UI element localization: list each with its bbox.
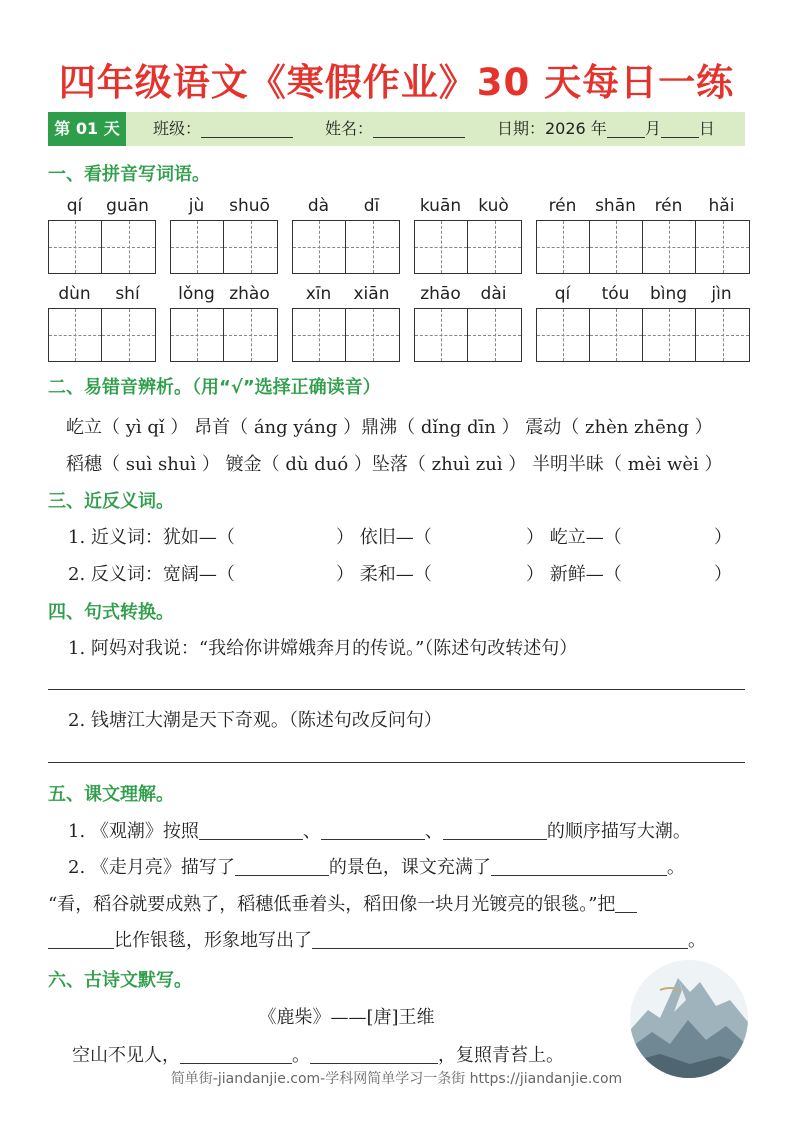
footer-watermark: 简单街-jiandanjie.com-学科网简单学习一条街 https://jiandanjie.com [170, 1071, 623, 1087]
q1-blank-1[interactable] [199, 820, 303, 840]
q2-mid: 的景色，课文充满了 [328, 857, 491, 878]
poem-blank-1[interactable] [180, 1044, 292, 1064]
writing-boxes [170, 220, 278, 274]
pinyin-syllable: shí [115, 284, 140, 304]
section-4-heading: 四、句式转换。 [48, 602, 174, 623]
writing-boxes [414, 308, 522, 362]
month-blank[interactable] [607, 116, 645, 138]
word-group [292, 280, 400, 362]
day-badge: 第 01 天 [48, 112, 126, 146]
pinyin-labels [48, 192, 156, 216]
section-3-heading: 三、近反义词。 [48, 491, 174, 512]
writing-cell[interactable] [643, 221, 696, 273]
word-group [414, 280, 522, 362]
word-group [170, 280, 278, 362]
pinyin-syllable: bìng [649, 284, 688, 304]
writing-cell[interactable] [643, 309, 696, 361]
poem-title: 《鹿柴》——[唐]王维 [258, 1007, 435, 1028]
synonym-part-1: 1. 近义词：犹如—（ [68, 527, 235, 548]
antonym-part-1: 2. 反义词：宽阔—（ [68, 564, 235, 585]
pinyin-syllable: kuān [419, 196, 462, 216]
day-blank[interactable] [661, 116, 699, 138]
q2-end: 。 [666, 857, 685, 878]
pinyin-syllable: jìn [711, 284, 732, 304]
answer-line-2[interactable] [48, 762, 745, 763]
writing-cell[interactable] [293, 221, 346, 273]
q1-sep-2: 、 [424, 821, 443, 842]
q2-text: 2. 《走月亮》描写了 [68, 857, 235, 878]
month-label: 月 [644, 119, 661, 138]
section-1-heading: 一、看拼音写词语。 [48, 164, 210, 185]
q1-end: 的顺序描写大潮。 [546, 821, 691, 842]
poem-line-end: ，复照青苔上。 [438, 1045, 564, 1066]
synonym-part-4: ） [714, 527, 732, 548]
word-group [536, 280, 750, 362]
q3-blank-1a[interactable] [615, 893, 637, 913]
section-5-heading: 五、课文理解。 [48, 784, 174, 805]
q2-blank-2[interactable] [491, 856, 667, 876]
pinyin-syllable: tóu [601, 284, 630, 304]
word-group [536, 192, 750, 274]
writing-cell[interactable] [537, 221, 590, 273]
pinyin-labels [48, 280, 156, 304]
pinyin-syllable: dài [480, 284, 507, 304]
comprehension-q3-line-1 [48, 890, 637, 916]
section-2-heading: 二、易错音辨析。（用“√”选择正确读音） [48, 377, 381, 398]
writing-cell[interactable] [590, 221, 643, 273]
synonym-part-3: ） 屹立—（ [526, 527, 622, 548]
antonym-part-2: ） 柔和—（ [336, 564, 432, 585]
pinyin-syllable: dà [307, 196, 330, 216]
pinyin-labels [536, 192, 750, 216]
writing-boxes [292, 220, 400, 274]
antonym-part-4: ） [714, 564, 732, 585]
pinyin-syllable: lǒng [178, 284, 215, 304]
class-blank[interactable] [201, 116, 293, 138]
poem-line-start: 空山不见人， [72, 1045, 180, 1066]
writing-cell[interactable] [171, 221, 224, 273]
pronunciation-line-1[interactable]: 屹立（ yì qǐ ） 昂首（ áng yáng ）鼎沸（ dǐng dīn ） 震动（ zhèn zhēng ） [66, 417, 713, 438]
writing-cell[interactable] [102, 221, 155, 273]
name-blank[interactable] [373, 116, 465, 138]
pinyin-syllable: hǎi [708, 196, 735, 216]
poem-line [72, 1041, 564, 1067]
section-6-heading: 六、古诗文默写。 [48, 970, 192, 991]
pinyin-syllable: jù [188, 196, 205, 216]
date-field [497, 112, 715, 146]
pinyin-syllable: zhào [229, 284, 270, 304]
pinyin-labels [292, 192, 400, 216]
pinyin-syllable: qí [66, 196, 83, 216]
antonym-part-3: ） 新鲜—（ [526, 564, 622, 585]
sentence-question-1: 1. 阿妈对我说：“我给你讲嫦娥奔月的传说。”（陈述句改转述句） [68, 638, 578, 659]
date-label: 日期：2026 年 [497, 119, 607, 138]
pinyin-syllable: shuō [229, 196, 270, 216]
name-field [325, 112, 465, 146]
word-group [414, 192, 522, 274]
writing-cell[interactable] [415, 221, 468, 273]
writing-cell[interactable] [468, 309, 521, 361]
writing-boxes [48, 308, 156, 362]
writing-cell[interactable] [224, 309, 277, 361]
page-title: 四年级语文《寒假作业》30 天每日一练 [58, 61, 735, 104]
q3-mid: 比作银毯，形象地写出了 [114, 930, 312, 951]
pinyin-syllable: xīn [305, 284, 332, 304]
poem-line-mid: 。 [292, 1045, 310, 1066]
poem-blank-2[interactable] [310, 1044, 438, 1064]
word-group [48, 192, 156, 274]
writing-cell[interactable] [346, 221, 399, 273]
q3-blank-1b[interactable] [48, 929, 114, 949]
writing-boxes [48, 220, 156, 274]
word-group [170, 192, 278, 274]
q1-sep-1: 、 [302, 821, 321, 842]
writing-cell[interactable] [468, 221, 521, 273]
word-group [292, 192, 400, 274]
class-label: 班级： [153, 119, 202, 138]
pinyin-labels [170, 192, 278, 216]
writing-cell[interactable] [49, 309, 102, 361]
pinyin-labels [414, 192, 522, 216]
writing-cell[interactable] [696, 309, 749, 361]
answer-line-1[interactable] [48, 689, 745, 690]
pinyin-syllable: zhāo [420, 284, 461, 304]
pinyin-syllable: xiān [353, 284, 390, 304]
pinyin-syllable: rén [654, 196, 683, 216]
pinyin-labels [292, 280, 400, 304]
mountain-illustration [630, 960, 748, 1078]
pinyin-syllable: dùn [58, 284, 91, 304]
writing-cell[interactable] [102, 309, 155, 361]
sentence-question-2: 2. 钱塘江大潮是天下奇观。（陈述句改反问句） [68, 710, 442, 731]
info-bar [48, 112, 745, 146]
writing-cell[interactable] [537, 309, 590, 361]
pinyin-syllable: kuò [478, 196, 509, 216]
writing-cell[interactable] [293, 309, 346, 361]
pronunciation-line-2[interactable]: 稻穗（ suì shuì ） 镀金（ dù duó ）坠落（ zhuì zuì ） 半明半昧（ mèi wèi ） [66, 454, 723, 475]
writing-cell[interactable] [224, 221, 277, 273]
writing-boxes [170, 308, 278, 362]
writing-cell[interactable] [49, 221, 102, 273]
comprehension-q3-line-2 [48, 926, 706, 952]
writing-boxes [414, 220, 522, 274]
q3-text: “看，稻谷就要成熟了，稻穗低垂着头，稻田像一块月光镀亮的银毯。”把 [48, 894, 616, 915]
q3-end: 。 [688, 930, 706, 951]
writing-boxes [536, 308, 750, 362]
q1-text: 1. 《观潮》按照 [68, 821, 199, 842]
antonym-line [68, 560, 738, 584]
writing-cell[interactable] [696, 221, 749, 273]
writing-cell[interactable] [415, 309, 468, 361]
pinyin-syllable: shān [595, 196, 636, 216]
q1-blank-2[interactable] [321, 820, 425, 840]
pinyin-syllable: qí [554, 284, 571, 304]
word-group [48, 280, 156, 362]
writing-boxes [536, 220, 750, 274]
pinyin-syllable: guān [106, 196, 149, 216]
synonym-part-2: ） 依旧—（ [336, 527, 432, 548]
q3-blank-2[interactable] [312, 929, 688, 949]
comprehension-q1 [68, 817, 691, 843]
writing-cell[interactable] [590, 309, 643, 361]
name-label: 姓名： [325, 119, 374, 138]
day-label: 日 [698, 119, 715, 138]
pinyin-syllable: dī [363, 196, 380, 216]
comprehension-q2 [68, 853, 685, 879]
writing-boxes [292, 308, 400, 362]
class-field [153, 112, 293, 146]
pinyin-labels [536, 280, 750, 304]
pinyin-labels [414, 280, 522, 304]
synonym-line [68, 523, 738, 547]
pinyin-labels [170, 280, 278, 304]
q1-blank-3[interactable] [443, 820, 547, 840]
q2-blank-1[interactable] [235, 856, 329, 876]
pinyin-syllable: rén [548, 196, 577, 216]
writing-cell[interactable] [171, 309, 224, 361]
writing-cell[interactable] [346, 309, 399, 361]
